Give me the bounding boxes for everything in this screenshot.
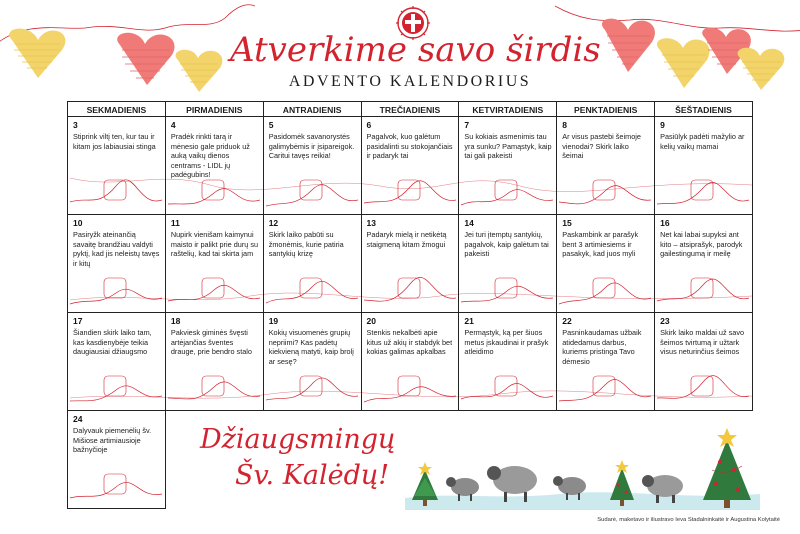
day-number: 3	[73, 120, 78, 130]
day-task-text: Jei turi įtemptų santykių, pagalvok, kaip galėtum tai pakeisti	[464, 230, 549, 259]
caritas-shirt-icon	[264, 172, 360, 212]
hands-icon	[459, 172, 555, 212]
day-task-text: Net kai labai supyksi ant kito – atsiprašyk, parodyk gailestingumą ir meilę	[660, 230, 743, 259]
day-number: 8	[562, 120, 567, 130]
day-task-text: Kokių visuomenės grupių nepriimi? Kas padėtų kiekvieną matyti, kaip brolį ar sesę?	[268, 328, 354, 366]
day-task-text: Stenkis nekalbėti apie kitus už akių ir stabdyk bet kokias galimas apkalbas	[366, 328, 453, 357]
calendar-day-cell	[654, 116, 753, 215]
calendar-day-cell	[458, 214, 557, 313]
handshake-icon	[655, 270, 751, 310]
day-number: 18	[170, 316, 181, 326]
calendar-day-cell	[165, 312, 264, 411]
calendar-day-cell	[361, 116, 460, 215]
day-task-text: Šiandien skirk laiko tam, kas kasdienybėje teikia daugiausiai džiaugsmo	[73, 328, 152, 357]
calendar-day-cell	[165, 116, 264, 215]
heart-red-1-icon	[117, 33, 174, 85]
calendar-day-cell	[263, 116, 362, 215]
calendar-day-cell	[654, 214, 753, 313]
day-task-text: Pakviesk giminės švęsti artėjančias šventes drauge, prie bendro stalo	[170, 328, 252, 357]
weekday-header: ANTRADIENIS	[263, 101, 362, 117]
credit-text: Sudarė, maketavo ir iliustravo Ieva Stadalninkaitė ir Augustina Kolytaitė	[597, 517, 780, 523]
page-subtitle: ADVENTO KALENDORIUS	[288, 73, 532, 90]
calendar-day-cell	[67, 312, 166, 411]
day-number: 19	[268, 316, 279, 326]
calendar-day-cell	[361, 214, 460, 313]
rose-icon	[459, 368, 555, 408]
calendar-day-cell	[556, 116, 655, 215]
gift-icon	[362, 270, 458, 310]
day-number: 5	[268, 120, 274, 130]
weekday-header: KETVIRTADIENIS	[458, 101, 557, 117]
day-task-text: Pasiryžk ateinančią savaitę brandžiau valdyti pyktį, kad jis neleistų tavęs ir kitų	[73, 230, 160, 268]
calendar-day-cell	[263, 312, 362, 411]
day-number: 24	[73, 414, 83, 424]
day-number: 16	[660, 218, 670, 228]
calendar-day-cell	[654, 312, 753, 411]
weekday-header: PENKTADIENIS	[556, 101, 655, 117]
day-number: 9	[660, 120, 665, 130]
children-icon	[166, 172, 262, 212]
day-number: 6	[366, 120, 372, 130]
candles-icon	[68, 172, 164, 212]
calendar-day-cell	[556, 214, 655, 313]
speech-bubbles-icon	[362, 368, 458, 408]
shopping-bags-icon	[166, 270, 262, 310]
day-task-text: Stiprink viltį ten, kur tau ir kitam jos labiausiai stinga	[73, 132, 156, 151]
christmas-tree-2-icon	[610, 460, 634, 506]
day-number: 7	[464, 120, 470, 130]
church-icon	[68, 466, 164, 506]
page-title: Atverkime savo širdis	[230, 30, 601, 70]
heart-red-2-icon	[602, 19, 655, 72]
day-number: 22	[562, 316, 572, 326]
greeting-line-2: Šv. Kalėdų!	[235, 460, 390, 491]
day-number: 20	[366, 316, 377, 326]
day-task-text: Permąstyk, ką per šiuos metus įskaudinai ir prašyk atleidimo	[464, 328, 549, 357]
day-task-text: Skirk laiko pabūti su žmonėmis, kurie patiria santykių krizę	[268, 230, 344, 259]
day-task-text: Padaryk mielą ir netikėtą staigmeną kitam žmogui	[366, 230, 447, 249]
globe-icon	[264, 368, 360, 408]
day-task-text: Ar visus pastebi šeimoje vienodai? Skirk laiko šeimai	[562, 132, 641, 161]
day-number: 21	[464, 316, 474, 326]
day-number: 10	[73, 218, 83, 228]
calendar-day-cell	[458, 116, 557, 215]
day-number: 14	[464, 218, 474, 228]
calendar-day-cell	[361, 312, 460, 411]
calendar-day-cell	[458, 312, 557, 411]
heart-hands-icon	[459, 270, 555, 310]
day-task-text: Pasiūlyk padėti mažylio ar kelių vaikų mamai	[660, 132, 745, 151]
day-task-text: Nupirk vienišam kaimynui maisto ir palikt prie durų su raštelių, kad tai skirta jam	[170, 230, 259, 259]
heart-yellow-4-icon	[738, 48, 785, 90]
day-task-text: Pradėk rinkti tarą ir mėnesio gale priduok už auką vaikų dienos centrams - LIDL jų padėgubins!	[170, 132, 250, 180]
day-task-text: Pasninkaudamas užbaik atidedamus darbus, kuriems pristinga Tavo dėmesio	[562, 328, 642, 366]
weekday-header: TREČIADIENIS	[361, 101, 460, 117]
calendar-day-cell	[165, 214, 264, 313]
telephone-icon	[557, 270, 653, 310]
sun-cloud-icon	[68, 368, 164, 408]
calendar-day-cell	[67, 410, 166, 509]
calendar-day-cell	[67, 214, 166, 313]
calendar-day-cell	[263, 214, 362, 313]
winter-scene-icon	[405, 428, 760, 510]
christmas-tree-3-icon	[703, 428, 751, 508]
day-number: 15	[562, 218, 572, 228]
teapot-icon	[68, 270, 164, 310]
praying-icon	[655, 368, 751, 408]
day-task-text: Dalyvauk piemenėlių šv. Mišiose artimiausioje bažnyčioje	[73, 426, 152, 455]
day-number: 13	[366, 218, 377, 228]
garland-string-right	[555, 6, 800, 31]
day-task-text: Pasidomėk savanorystės galimybėmis ir įsipareigok. Caritui tavęs reikia!	[268, 132, 355, 161]
day-task-text: Skirk laiko maldai už savo šeimos tvirtumą ir užtark visus neturinčius šeimos	[660, 328, 745, 357]
family-icon	[557, 172, 653, 212]
day-number: 4	[170, 120, 176, 130]
broken-heart-icon	[264, 270, 360, 310]
heart-yellow-3-icon	[657, 38, 710, 88]
day-number: 12	[268, 218, 279, 228]
sharing-heart-icon	[362, 172, 458, 212]
heart-yellow-2-icon	[176, 50, 223, 92]
envelope-icon	[166, 368, 262, 408]
weekday-header: PIRMADIENIS	[165, 101, 264, 117]
weekday-header: SEKMADIENIS	[67, 101, 166, 117]
day-task-text: Su kokiais asmenimis tau yra sunku? Pamąstyk, kaip tai gali pakeisti	[464, 132, 552, 161]
greeting-line-1: Džiaugsmingų	[200, 424, 396, 455]
day-task-text: Pagalvok, kuo galėtum pasidalinti su stokojančiais ir padaryk tai	[366, 132, 453, 161]
day-number: 11	[170, 218, 180, 228]
day-number: 23	[660, 316, 670, 326]
heart-yellow-1-icon	[9, 29, 65, 78]
calendar-day-cell	[67, 116, 166, 215]
alarm-clock-icon	[557, 368, 653, 408]
christmas-tree-1-icon	[412, 462, 438, 506]
day-task-text: Paskambink ar parašyk bent 3 artimiesiems ir pasakyk, kad juos myli	[562, 230, 639, 259]
day-number: 17	[73, 316, 83, 326]
calendar-day-cell	[556, 312, 655, 411]
weekday-header: ŠEŠTADIENIS	[654, 101, 753, 117]
mother-child-icon	[655, 172, 751, 212]
